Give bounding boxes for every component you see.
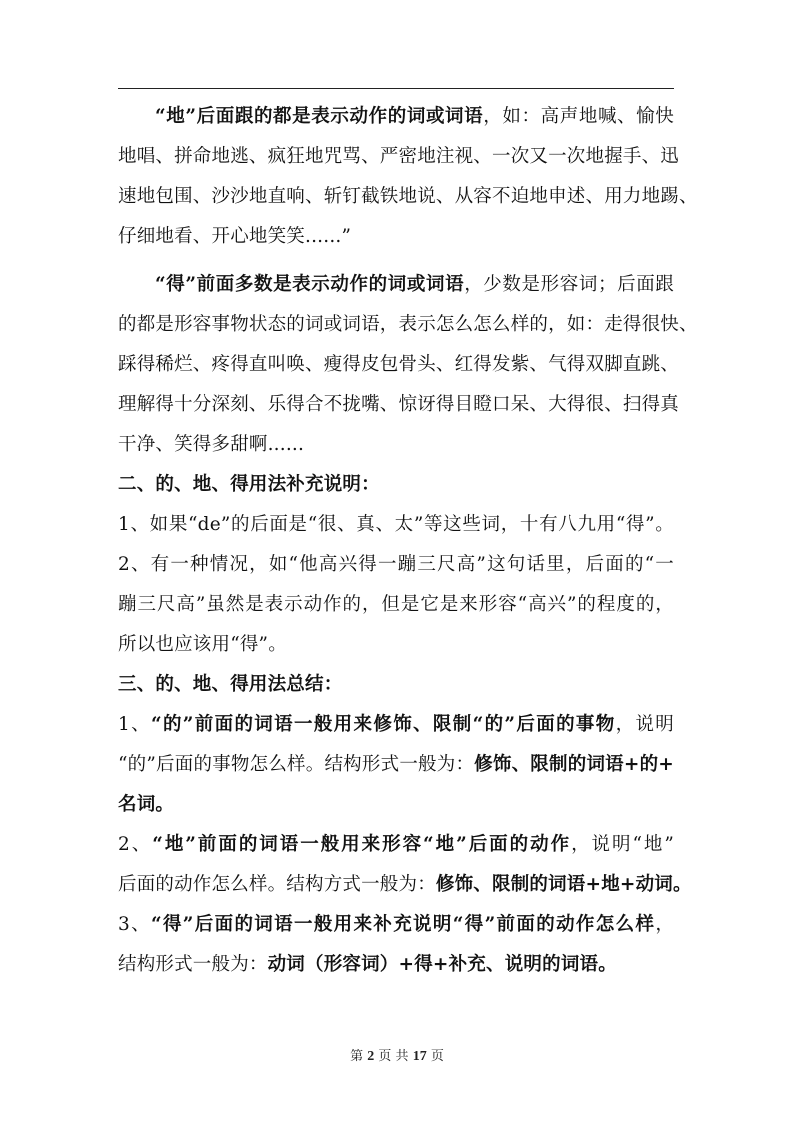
- document-body: [118, 97, 698, 985]
- bold-rule-text: “得”后面的词语一般用来补充说明“得”前面的动作怎么样: [150, 914, 656, 935]
- page-footer: [0, 1045, 794, 1065]
- bold-rule-text: 名词。: [118, 794, 175, 815]
- bold-rule-text: “地”后面跟的都是表示动作的词或词语: [155, 106, 484, 127]
- bold-rule-text: 动词（形容词）+得+补充、说明的词语。: [267, 954, 617, 975]
- text-span: ，: [655, 914, 675, 935]
- list-item: [118, 825, 674, 865]
- bold-rule-text: “地”前面的词语一般用来形容“地”后面的动作: [152, 834, 572, 855]
- paragraph-line: 地唱、拼命地逃、疯狂地咒骂、严密地注视、一次又一次地握手、迅: [118, 146, 680, 167]
- page-number: 2: [367, 1049, 375, 1064]
- bold-rule-text: “的”前面的词语一般用来修饰、限制“的”后面的事物: [150, 714, 616, 735]
- header-rule: [118, 88, 674, 89]
- section-summary: [118, 665, 692, 985]
- item-number: 3、: [118, 914, 151, 935]
- section-supplement: [118, 465, 674, 665]
- list-item-line: 所以也应该用“得”。: [118, 634, 287, 655]
- list-item-line: [118, 945, 674, 985]
- bold-rule-text: 修饰、限制的词语+的+: [474, 754, 674, 775]
- paragraph-line: 速地包围、沙沙地直响、斩钉截铁地说、从容不迫地申述、用力地踢、: [118, 186, 698, 207]
- paragraph-line: [118, 265, 674, 305]
- page-total: 17: [412, 1049, 427, 1064]
- paragraph-line: 踩得稀烂、疼得直叫唤、瘦得皮包骨头、红得发紫、气得双脚直跳、: [118, 354, 680, 375]
- section-heading: 三、的、地、得用法总结：: [118, 674, 343, 695]
- footer-prefix: 第: [350, 1049, 364, 1064]
- item-number: 2、: [118, 834, 153, 855]
- text-span: ，说明: [615, 714, 674, 735]
- text-span: ，如：高声地喊、愉快: [483, 106, 674, 127]
- section-heading: 二、的、地、得用法补充说明：: [118, 474, 380, 495]
- paragraph-line: 干净、笑得多甜啊......: [118, 434, 305, 455]
- paragraph-line: [118, 97, 674, 137]
- paragraph-line: 的都是形容事物状态的词或词语，表示怎么怎么样的，如：走得很快、: [118, 314, 698, 335]
- spacer: [118, 257, 674, 265]
- list-item: 2、有一种情况，如“他高兴得一蹦三尺高”这句话里，后面的“一: [118, 554, 674, 575]
- paragraph-di-usage: [118, 97, 698, 257]
- list-item: [118, 905, 674, 945]
- bold-rule-text: “得”前面多数是表示动作的词或词语: [155, 274, 465, 295]
- list-item-line: [118, 745, 674, 785]
- paragraph-line: 仔细地看、开心地笑笑......”: [118, 226, 352, 247]
- text-span: 结构形式一般为：: [118, 954, 268, 975]
- list-item-line: [118, 865, 692, 905]
- bold-rule-text: 修饰、限制的词语+地+动词。: [435, 874, 692, 895]
- text-span: ，少数是形容词；后面跟: [464, 274, 675, 295]
- text-span: 后面的动作怎么样。结构方式一般为：: [118, 874, 436, 895]
- item-number: 1、: [118, 714, 151, 735]
- paragraph-de-usage: [118, 265, 698, 465]
- text-span: ，说明“地”: [571, 834, 675, 855]
- list-item: [118, 705, 674, 745]
- paragraph-line: 理解得十分深刻、乐得合不拢嘴、惊讶得目瞪口呆、大得很、扫得真: [118, 394, 680, 415]
- list-item-line: 蹦三尺高”虽然是表示动作的，但是它是来形容“高兴”的程度的，: [118, 594, 674, 615]
- list-item: 1、如果“de”的后面是“很、真、太”等这些词，十有八九用“得”。: [118, 514, 674, 535]
- list-item-line: [118, 785, 674, 825]
- footer-middle: 页 共: [378, 1049, 409, 1064]
- text-span: “的”后面的事物怎么样。结构形式一般为：: [118, 754, 475, 775]
- footer-suffix: 页: [430, 1049, 444, 1064]
